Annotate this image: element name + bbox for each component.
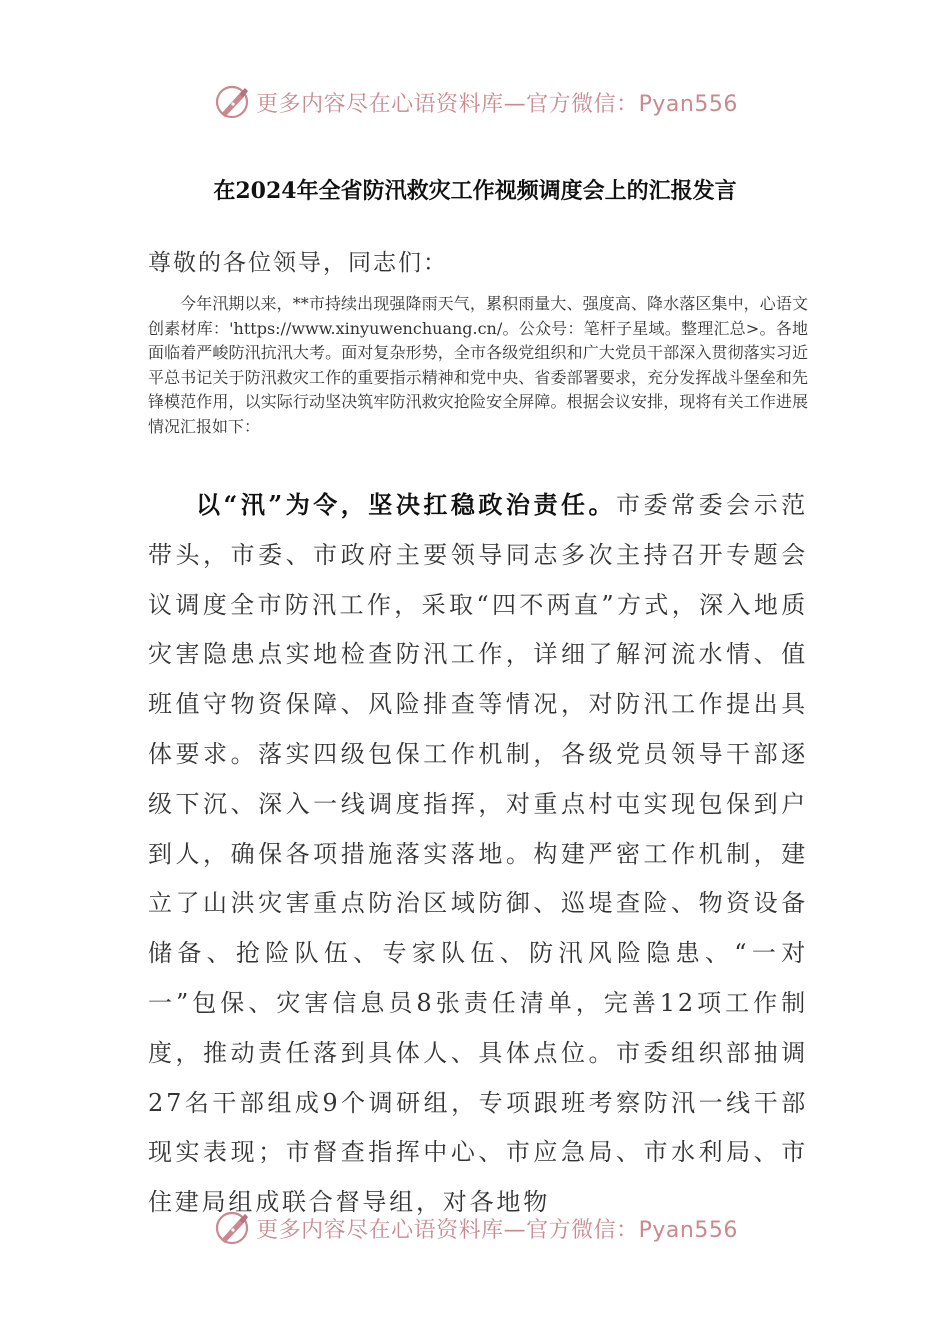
pen-nib-logo-icon (212, 1208, 252, 1248)
document-title: 在2024年全省防汛救灾工作视频调度会上的汇报发言 (213, 178, 737, 204)
intro-paragraph: 今年汛期以来，**市持续出现强降雨天气，累积雨量大、强度高、降水落区集中，心语文创素材库：'https://www.xinyuwenchuang.cn/。公众号：笔杆子星域。整理汇总>。各地面临着严峻防汛抗汛大考。面对复杂形势，全市各级党组织和广大党员干部深入贯彻落实习近平总书记关于防汛救灾工作的重要指示精神和党中央、省委部署要求，充分发挥战斗堡垒和先锋模范作用，以实际行动坚决筑牢防汛救灾抢险安全屏障。根据会议安排，现将有关工作进展情况汇报如下： (148, 294, 808, 436)
section-1-body: 市委常委会示范带头，市委、市政府主要领导同志多次主持召开专题会议调度全市防汛工作，采取“四不两直”方式，深入地质灾害隐患点实地检查防汛工作，详细了解河流水情、值班值守物资保障、风险排查等情况，对防汛工作提出具体要求。落实四级包保工作机制，各级党员领导干部逐级下沉、深入一线调度指挥，对重点村屯实现包保到户到人，确保各项措施落实落地。构建严密工作机制，建立了山洪灾害重点防治区域防御、巡堤查险、物资设备储备、抢险队伍、专家队伍、防汛风险隐患、“一对一”包保、灾害信息员8张责任清单，完善12项工作制度，推动责任落到具体人、具体点位。市委组织部抽调27名干部组成9个调研组，专项跟班考察防汛一线干部现实表现；市督查指挥中心、市应急局、市水利局、市住建局组成联合督导组，对各地物 (148, 491, 808, 1217)
section-1-paragraph (148, 480, 808, 1228)
watermark-text: 更多内容尽在心语资料库—官方微信：Pyan556 (256, 1217, 738, 1243)
pen-nib-logo-icon (212, 82, 252, 122)
section-1-heading: 以“汛”为令，坚决扛稳政治责任。 (196, 490, 617, 519)
watermark-text: 更多内容尽在心语资料库—官方微信：Pyan556 (256, 91, 738, 117)
salutation: 尊敬的各位领导，同志们： (148, 250, 448, 276)
header-watermark-banner (0, 80, 950, 124)
footer-watermark-banner (0, 1206, 950, 1250)
